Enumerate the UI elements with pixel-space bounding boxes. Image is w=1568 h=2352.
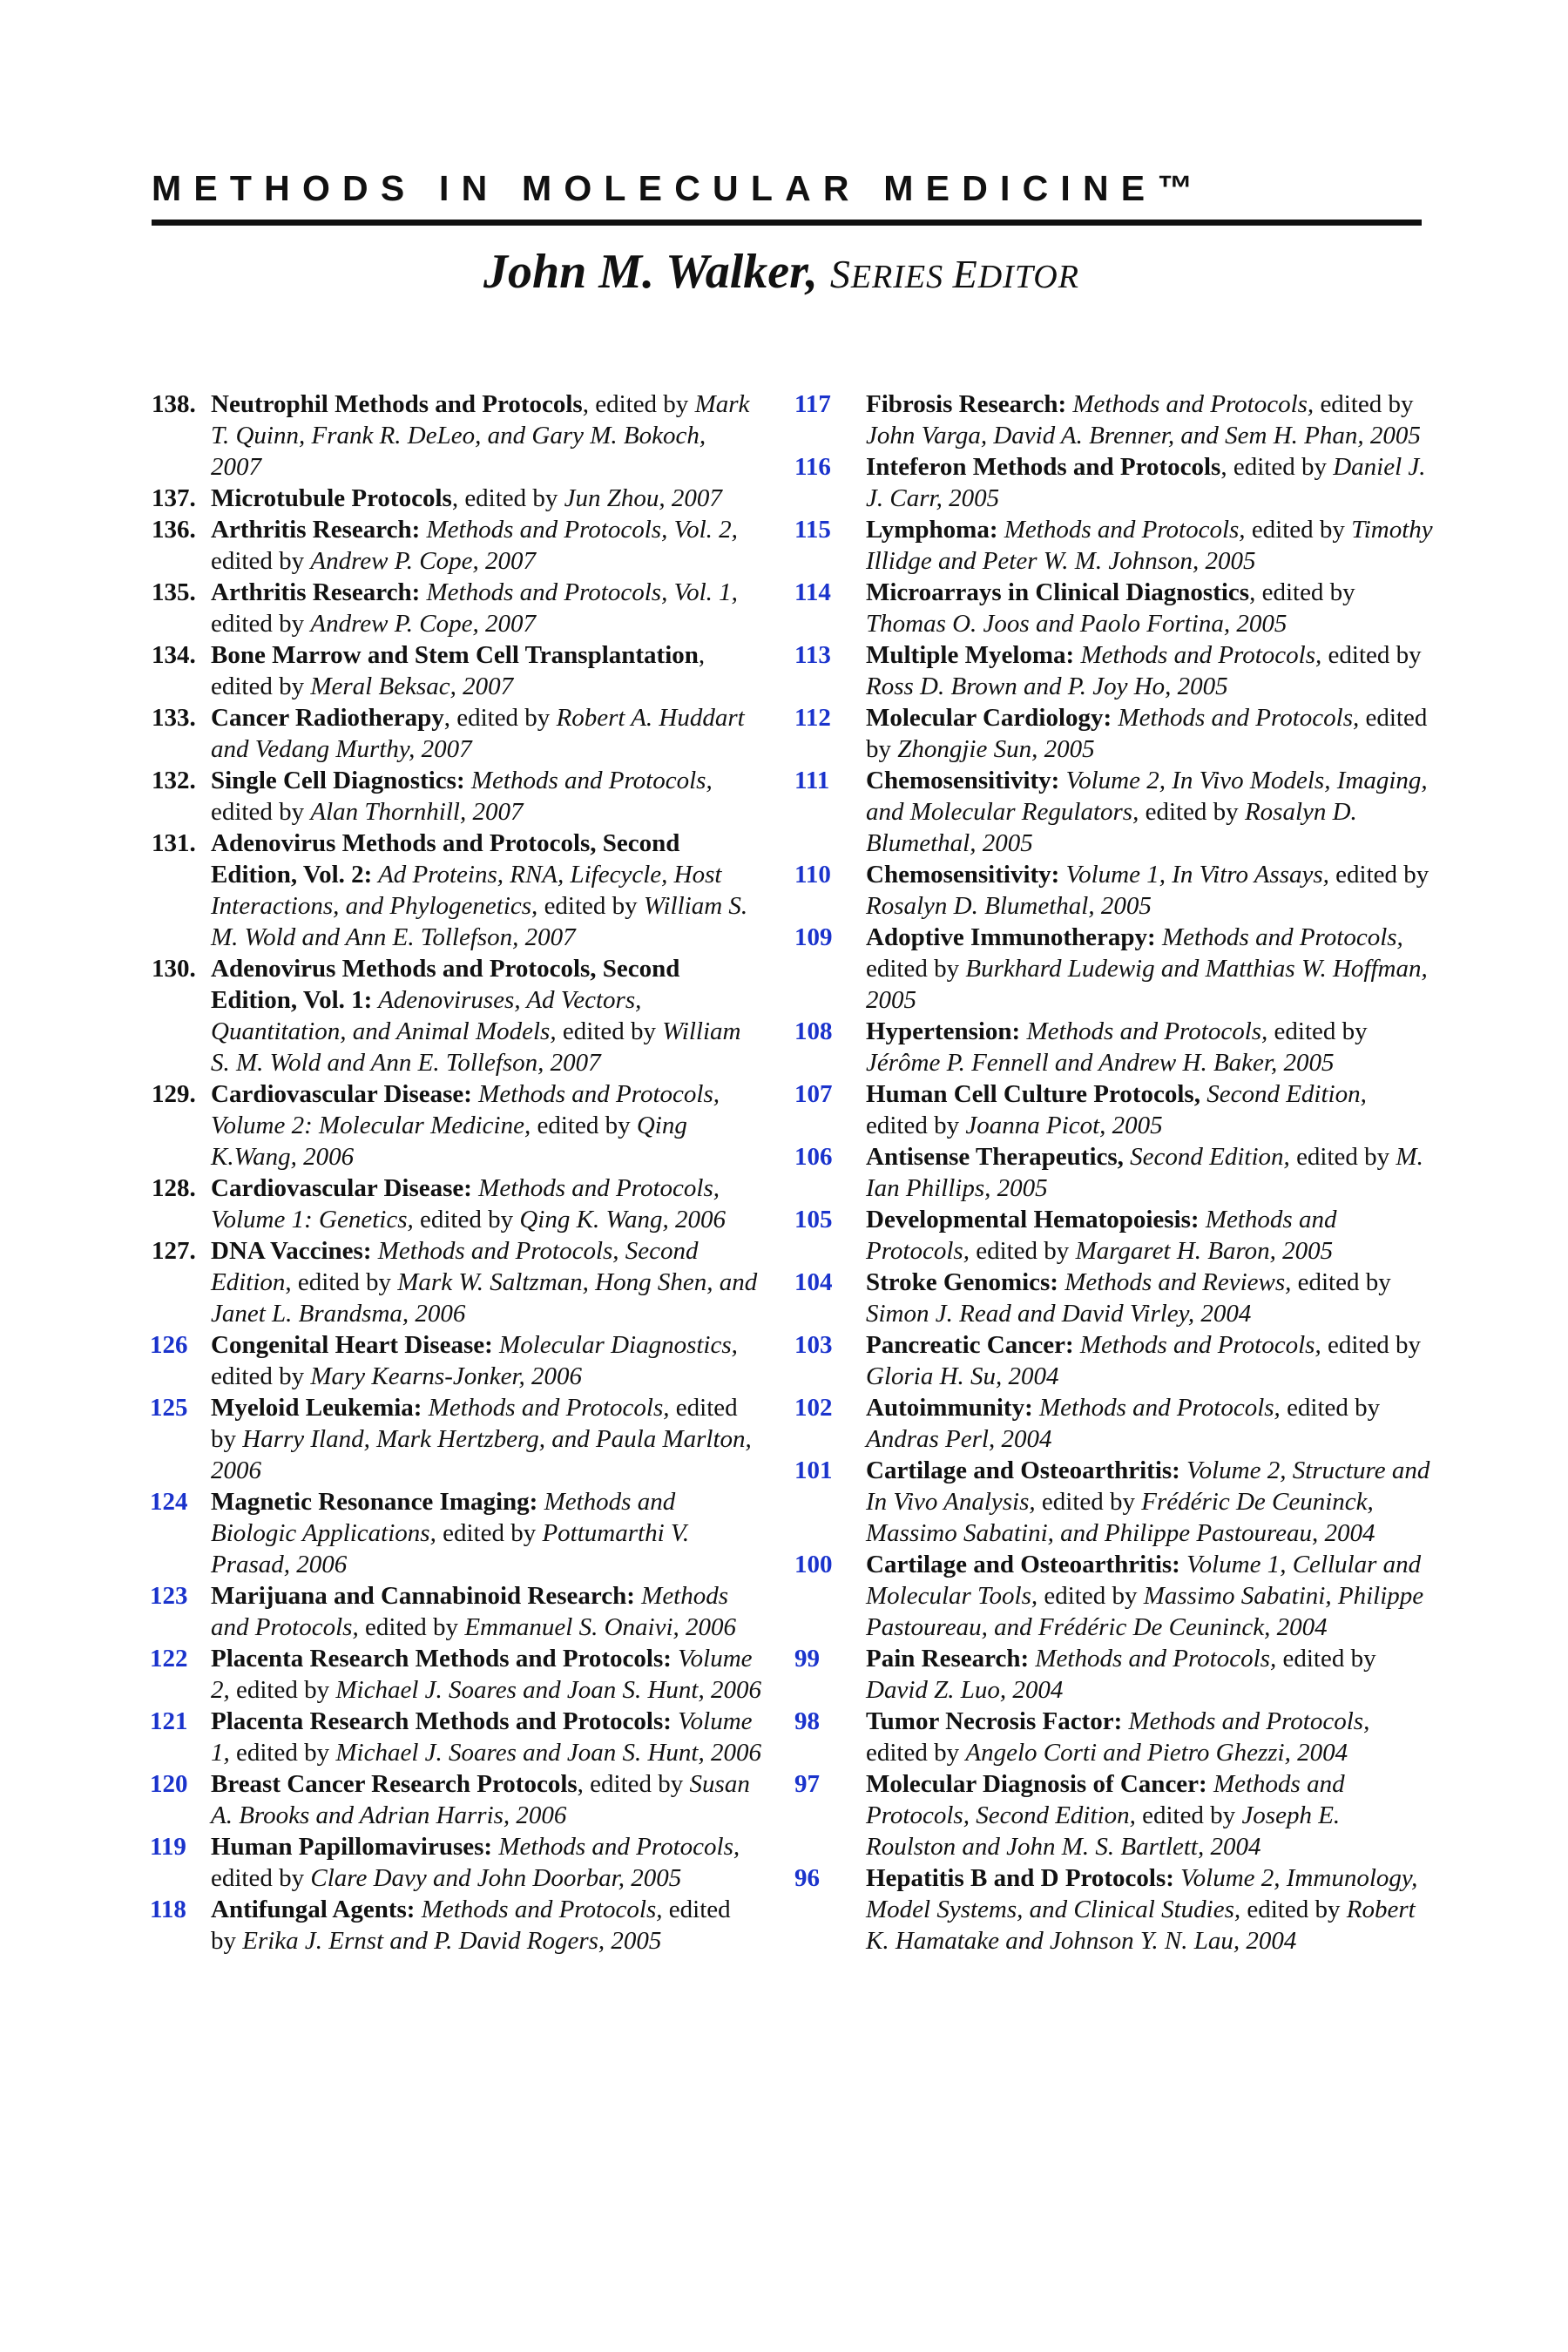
- volume-number: 134.: [152, 641, 196, 669]
- book-entry: [152, 765, 761, 828]
- book-editors: Meral Beksac, 2007: [310, 672, 514, 700]
- book-title: Arthritis Research:: [211, 578, 421, 606]
- book-editors: Andras Perl, 2004: [866, 1425, 1052, 1453]
- book-editors: Thomas O. Joos and Paolo Fortina, 2005: [866, 610, 1288, 638]
- edited-by-text: edited by: [413, 1206, 520, 1233]
- book-editors: Angelo Corti and Pietro Ghezzi, 2004: [965, 1739, 1348, 1767]
- book-entry: [152, 483, 761, 514]
- edited-by-text: edited by: [211, 547, 311, 575]
- book-editors: Susan A. Brooks and Adrian Harris, 2006: [211, 1770, 750, 1829]
- volume-number: 138.: [152, 390, 196, 418]
- book-entry: [152, 577, 761, 639]
- book-subtitle: Methods and Protocols,: [1032, 1394, 1281, 1422]
- book-editors: Robert K. Hamatake and Johnson Y. N. Lau, 2004: [866, 1896, 1416, 1955]
- book-title: Single Cell Diagnostics:: [211, 767, 465, 794]
- book-entry: [794, 451, 1434, 514]
- edited-by-text: , edited by: [443, 704, 557, 732]
- edited-by-text: edited by: [1037, 1582, 1144, 1610]
- edited-by-text: edited by: [229, 1739, 336, 1767]
- edited-by-text: edited by: [531, 1112, 637, 1139]
- volume-number[interactable]: 124: [150, 1488, 188, 1516]
- volume-number: 136.: [152, 516, 196, 544]
- edited-by-text: , edited by: [1249, 578, 1355, 606]
- book-entry: [152, 389, 761, 483]
- edited-by-text: edited by: [1314, 390, 1414, 418]
- book-entry: [152, 1768, 761, 1831]
- book-entry: [794, 1392, 1434, 1455]
- right-column: [794, 389, 1434, 1957]
- book-editors: Qing K.Wang, 2006: [211, 1112, 687, 1171]
- book-title: Molecular Diagnosis of Cancer:: [866, 1770, 1207, 1798]
- book-title: Pain Research:: [866, 1645, 1030, 1673]
- book-entry: [794, 1329, 1434, 1392]
- edited-by-text: , edited by: [451, 484, 564, 512]
- book-entry: [152, 1580, 761, 1643]
- book-entry: [794, 1267, 1434, 1329]
- volume-number[interactable]: 121: [150, 1707, 188, 1735]
- edited-by-text: , edited by: [1220, 453, 1334, 481]
- book-title: Microtubule Protocols: [211, 484, 452, 512]
- edited-by-text: , edited by: [577, 1770, 690, 1798]
- book-editors: Mark W. Saltzman, Hong Shen, and Janet L. Brandsma, 2006: [211, 1268, 758, 1328]
- book-subtitle: Methods and Protocols, Vol. 2,: [420, 516, 738, 544]
- book-subtitle: Methods and Protocols, Volume 1: Genetics,: [211, 1174, 720, 1233]
- book-entry: [794, 514, 1434, 577]
- book-subtitle: Second Edition,: [1200, 1080, 1367, 1108]
- book-editors: Clare Davy and John Doorbar, 2005: [310, 1864, 682, 1892]
- book-subtitle: Methods and Protocols,: [1066, 390, 1315, 418]
- book-title: Congenital Heart Disease:: [211, 1331, 493, 1359]
- book-title: Developmental Hematopoiesis:: [866, 1206, 1200, 1233]
- book-title: Cardiovascular Disease:: [211, 1174, 472, 1202]
- book-editors: Mark T. Quinn, Frank R. DeLeo, and Gary M. Bokoch, 2007: [211, 390, 750, 481]
- edited-by-text: , edited by: [211, 641, 706, 700]
- edited-by-text: edited by: [1135, 1801, 1242, 1829]
- book-editors: M. Ian Phillips, 2005: [866, 1143, 1423, 1202]
- book-editors: Frédéric De Ceuninck, Massimo Sabatini, and Philippe Pastoureau, 2004: [866, 1488, 1375, 1547]
- volume-number[interactable]: 111: [794, 767, 830, 794]
- book-title: Tumor Necrosis Factor:: [866, 1707, 1123, 1735]
- edited-by-text: edited by: [537, 892, 644, 920]
- book-entry: [152, 639, 761, 702]
- edited-by-text: edited by: [969, 1237, 1076, 1265]
- book-entry: [794, 1549, 1434, 1643]
- book-subtitle: Methods and Reviews,: [1058, 1268, 1292, 1296]
- editor-role: SERIES EDITOR: [829, 252, 1079, 296]
- book-title: Bone Marrow and Stem Cell Transplantation: [211, 641, 699, 669]
- volume-number[interactable]: 115: [794, 516, 831, 544]
- book-entry: [152, 1235, 761, 1329]
- volume-number[interactable]: 126: [150, 1331, 188, 1359]
- book-title: Breast Cancer Research Protocols: [211, 1770, 578, 1798]
- volume-number[interactable]: 102: [794, 1394, 833, 1422]
- volume-number: 128.: [152, 1174, 196, 1202]
- edited-by-text: edited by: [1321, 641, 1422, 669]
- book-title: Molecular Cardiology:: [866, 704, 1112, 732]
- book-entry: [152, 1486, 761, 1580]
- book-subtitle: Methods and Protocols, Volume 2: Molecular Medicine,: [211, 1080, 720, 1139]
- book-title: Antisense Therapeutics,: [866, 1143, 1124, 1171]
- edited-by-text: edited by: [1289, 1143, 1396, 1171]
- left-column: [152, 389, 761, 1957]
- book-title: Adoptive Immunotherapy:: [866, 923, 1156, 951]
- book-subtitle: Methods and Protocols, Vol. 1,: [420, 578, 738, 606]
- volume-number[interactable]: 108: [794, 1017, 833, 1045]
- book-editors: Rosalyn D. Blumethal, 2005: [866, 892, 1152, 920]
- book-subtitle: Methods and Protocols,: [1073, 1331, 1321, 1359]
- book-title: Marijuana and Cannabinoid Research:: [211, 1582, 635, 1610]
- book-entry: [794, 577, 1434, 639]
- edited-by-text: edited by: [211, 610, 311, 638]
- book-editors: Qing K. Wang, 2006: [519, 1206, 726, 1233]
- book-title: Lymphoma:: [866, 516, 998, 544]
- volume-number: 135.: [152, 578, 196, 606]
- edited-by-text: edited by: [1245, 516, 1352, 544]
- book-editors: Massimo Sabatini, Philippe Pastoureau, and Frédéric De Ceuninck, 2004: [866, 1582, 1424, 1641]
- book-entry: [794, 859, 1434, 922]
- volume-number[interactable]: 101: [794, 1456, 833, 1484]
- book-title: Chemosensitivity:: [866, 767, 1060, 794]
- book-title: Myeloid Leukemia:: [211, 1394, 422, 1422]
- book-editors: Joseph E. Roulston and John M. S. Bartlett, 2004: [866, 1801, 1341, 1861]
- book-title: Pancreatic Cancer:: [866, 1331, 1074, 1359]
- book-editors: Simon J. Read and David Virley, 2004: [866, 1300, 1252, 1328]
- volume-number[interactable]: 114: [794, 578, 831, 606]
- book-subtitle: Methods and Protocols,: [1020, 1017, 1268, 1045]
- volume-number: 137.: [152, 484, 196, 512]
- book-entry: [794, 639, 1434, 702]
- book-subtitle: Volume 2, In Vivo Models, Imaging, and Molecular Regulators,: [866, 767, 1428, 826]
- volume-number: 132.: [152, 767, 196, 794]
- book-subtitle: Methods and Protocols,: [464, 767, 713, 794]
- volume-number[interactable]: 110: [794, 861, 831, 889]
- book-subtitle: Methods and Protocols,: [1122, 1707, 1370, 1735]
- book-editors: Andrew P. Cope, 2007: [310, 610, 536, 638]
- book-title: Microarrays in Clinical Diagnostics: [866, 578, 1250, 606]
- book-entry: [152, 828, 761, 953]
- book-title: Placenta Research Methods and Protocols:: [211, 1645, 672, 1673]
- editor-name: John M. Walker,: [483, 245, 818, 299]
- book-entry: [152, 1894, 761, 1957]
- book-title: Chemosensitivity:: [866, 861, 1060, 889]
- edited-by-text: edited by: [1328, 861, 1429, 889]
- book-title: Cardiovascular Disease:: [211, 1080, 472, 1108]
- book-subtitle: Methods and Protocols, Second Edition: [211, 1237, 699, 1296]
- book-editors: Rosalyn D. Blumethal, 2005: [866, 798, 1357, 857]
- book-title: Human Cell Culture Protocols,: [866, 1080, 1200, 1108]
- edited-by-text: edited by: [1267, 1017, 1368, 1045]
- book-subtitle: Methods and Protocols,: [1029, 1645, 1277, 1673]
- book-entry: [794, 389, 1434, 451]
- volume-number[interactable]: 100: [794, 1551, 833, 1578]
- volume-number[interactable]: 105: [794, 1206, 833, 1233]
- book-editors: Pottumarthi V. Prasad, 2006: [211, 1519, 690, 1578]
- book-subtitle: Methods and Protocols,: [866, 1206, 1337, 1265]
- book-title: Magnetic Resonance Imaging:: [211, 1488, 538, 1516]
- book-subtitle: Second Edition,: [1123, 1143, 1290, 1171]
- book-editors: Burkhard Ludewig and Matthias W. Hoffman, 2005: [866, 955, 1428, 1014]
- book-entry: [152, 514, 761, 577]
- edited-by-text: edited by: [211, 1896, 731, 1955]
- edited-by-text: edited by: [1280, 1394, 1381, 1422]
- book-entry: [152, 1643, 761, 1706]
- volume-number: 130.: [152, 955, 196, 983]
- edited-by-text: edited by: [556, 1017, 663, 1045]
- book-entry: [794, 1016, 1434, 1078]
- volume-number: 127.: [152, 1237, 196, 1265]
- book-title: Human Papillomaviruses:: [211, 1833, 493, 1861]
- book-subtitle: Methods and Protocols,: [211, 1582, 729, 1641]
- edited-by-text: edited by: [211, 798, 311, 826]
- book-editors: Alan Thornhill, 2007: [310, 798, 524, 826]
- edited-by-text: edited by: [1035, 1488, 1142, 1516]
- book-subtitle: Methods and Protocols,: [1155, 923, 1403, 951]
- book-subtitle: Ad Proteins, RNA, Lifecycle, Host Interactions, and Phylogenetics,: [211, 861, 722, 920]
- series-title: METHODS IN MOLECULAR MEDICINE™: [152, 168, 1206, 208]
- book-editors: Andrew P. Cope, 2007: [310, 547, 536, 575]
- book-entry: [152, 1329, 761, 1392]
- book-title: Cancer Radiotherapy: [211, 704, 444, 732]
- book-editors: William S. M. Wold and Ann E. Tollefson, 2007: [211, 892, 748, 951]
- book-title: Cartilage and Osteoarthritis:: [866, 1456, 1180, 1484]
- book-title: Stroke Genomics:: [866, 1268, 1058, 1296]
- edited-by-text: , edited by: [582, 390, 695, 418]
- book-editors: Erika J. Ernst and P. David Rogers, 2005: [242, 1927, 662, 1955]
- edited-by-text: edited by: [1240, 1896, 1347, 1923]
- book-editors: Joanna Picot, 2005: [965, 1112, 1163, 1139]
- volume-number[interactable]: 112: [794, 704, 831, 732]
- book-entry: [794, 1706, 1434, 1768]
- book-editors: Michael J. Soares and Joan S. Hunt, 2006: [335, 1676, 761, 1704]
- volume-number: 133.: [152, 704, 196, 732]
- volume-number[interactable]: 104: [794, 1268, 833, 1296]
- edited-by-text: , edited by: [285, 1268, 398, 1296]
- book-editors: Jun Zhou, 2007: [564, 484, 722, 512]
- book-title: Fibrosis Research:: [866, 390, 1067, 418]
- book-editors: Michael J. Soares and Joan S. Hunt, 2006: [335, 1739, 761, 1767]
- edited-by-text: edited by: [436, 1519, 543, 1547]
- book-subtitle: Volume 2, Structure and In Vivo Analysis,: [866, 1456, 1430, 1516]
- book-editors: William S. M. Wold and Ann E. Tollefson, 2007: [211, 1017, 741, 1077]
- book-entry: [152, 953, 761, 1078]
- book-title: Placenta Research Methods and Protocols:: [211, 1707, 672, 1735]
- volume-number[interactable]: 99: [794, 1645, 820, 1673]
- book-subtitle: Methods and Protocols,: [492, 1833, 740, 1861]
- volume-number[interactable]: 113: [794, 641, 831, 669]
- volume-number[interactable]: 98: [794, 1707, 820, 1735]
- book-entry: [794, 1078, 1434, 1141]
- volume-number[interactable]: 122: [150, 1645, 188, 1673]
- book-editors: Timothy Illidge and Peter W. M. Johnson, 2005: [866, 516, 1433, 575]
- book-title: Hepatitis B and D Protocols:: [866, 1864, 1174, 1892]
- book-subtitle: Methods and Protocols,: [997, 516, 1246, 544]
- book-entry: [794, 1204, 1434, 1267]
- book-editors: Ross D. Brown and P. Joy Ho, 2005: [866, 672, 1228, 700]
- book-subtitle: Methods and Protocols,: [422, 1394, 670, 1422]
- volume-number[interactable]: 119: [150, 1833, 186, 1861]
- edited-by-text: edited by: [1139, 798, 1245, 826]
- book-entry: [152, 1078, 761, 1173]
- book-editors: Harry Iland, Mark Hertzberg, and Paula Marlton, 2006: [211, 1425, 752, 1484]
- book-title: Cartilage and Osteoarthritis:: [866, 1551, 1180, 1578]
- book-subtitle: Methods and Protocols,: [1074, 641, 1322, 669]
- book-entry: [794, 1141, 1434, 1204]
- volume-number[interactable]: 103: [794, 1331, 833, 1359]
- book-editors: Daniel J. J. Carr, 2005: [866, 453, 1426, 512]
- volume-number[interactable]: 106: [794, 1143, 833, 1171]
- volume-number: 131.: [152, 829, 196, 857]
- edited-by-text: edited by: [211, 1394, 738, 1453]
- book-entry: [152, 1706, 761, 1768]
- edited-by-text: edited by: [866, 704, 1428, 763]
- book-title: Hypertension:: [866, 1017, 1021, 1045]
- book-editors: Gloria H. Su, 2004: [866, 1362, 1059, 1390]
- book-title: Adenovirus Methods and Protocols, Second Edition, Vol. 1:: [211, 955, 680, 1014]
- book-subtitle: Methods and Protocols,: [1112, 704, 1360, 732]
- book-title: Inteferon Methods and Protocols: [866, 453, 1221, 481]
- book-title: Arthritis Research:: [211, 516, 421, 544]
- book-subtitle: Adenoviruses, Ad Vectors, Quantitation, and Animal Models,: [211, 986, 642, 1045]
- header-rule: [152, 220, 1422, 226]
- book-subtitle: Volume 1, In Vitro Assays,: [1059, 861, 1329, 889]
- book-subtitle: Methods and Protocols, Second Edition,: [866, 1770, 1345, 1829]
- volume-number[interactable]: 97: [794, 1770, 820, 1798]
- book-entry: [152, 1392, 761, 1486]
- book-entry: [794, 702, 1434, 765]
- book-title: DNA Vaccines:: [211, 1237, 372, 1265]
- book-subtitle: Volume 1,: [211, 1707, 753, 1767]
- book-entry: [152, 1831, 761, 1894]
- book-editors: Mary Kearns-Jonker, 2006: [310, 1362, 583, 1390]
- book-editors: Emmanuel S. Onaivi, 2006: [464, 1613, 737, 1641]
- edited-by-text: edited by: [1291, 1268, 1391, 1296]
- book-title: Multiple Myeloma:: [866, 641, 1075, 669]
- book-entry: [794, 1768, 1434, 1862]
- book-title: Antifungal Agents:: [211, 1896, 416, 1923]
- book-entry: [794, 765, 1434, 859]
- book-editors: Jérôme P. Fennell and Andrew H. Baker, 2005: [866, 1049, 1335, 1077]
- book-subtitle: Volume 2,: [211, 1645, 753, 1704]
- edited-by-text: edited by: [1276, 1645, 1376, 1673]
- edited-by-text: edited by: [211, 1864, 311, 1892]
- edited-by-text: edited by: [866, 955, 966, 983]
- book-editors: David Z. Luo, 2004: [866, 1676, 1064, 1704]
- book-subtitle: Molecular Diagnostics,: [492, 1331, 738, 1359]
- volume-number[interactable]: 109: [794, 923, 833, 951]
- book-entry: [794, 1455, 1434, 1549]
- volume-number[interactable]: 107: [794, 1080, 833, 1108]
- book-editors: John Varga, David A. Brenner, and Sem H. Phan, 2005: [866, 422, 1421, 449]
- book-subtitle: Volume 1, Cellular and Molecular Tools,: [866, 1551, 1422, 1610]
- edited-by-text: edited by: [358, 1613, 465, 1641]
- volume-number[interactable]: 123: [150, 1582, 188, 1610]
- book-title: Neutrophil Methods and Protocols: [211, 390, 583, 418]
- book-subtitle: Methods and Protocols,: [415, 1896, 663, 1923]
- book-title: Adenovirus Methods and Protocols, Second Edition, Vol. 2:: [211, 829, 680, 889]
- book-editors: Robert A. Huddart and Vedang Murthy, 2007: [211, 704, 745, 763]
- volume-number[interactable]: 120: [150, 1770, 188, 1798]
- series-editor: [483, 244, 1442, 305]
- edited-by-text: edited by: [866, 1739, 966, 1767]
- book-entry: [794, 1643, 1434, 1706]
- book-subtitle: Volume 2, Immunology, Model Systems, and Clinical Studies,: [866, 1864, 1418, 1923]
- volume-number: 129.: [152, 1080, 196, 1108]
- book-title: Autoimmunity:: [866, 1394, 1033, 1422]
- book-entry: [794, 1862, 1434, 1957]
- book-entry: [794, 922, 1434, 1016]
- volume-number[interactable]: 118: [150, 1896, 186, 1923]
- edited-by-text: edited by: [229, 1676, 336, 1704]
- volume-number[interactable]: 96: [794, 1864, 820, 1892]
- book-subtitle: Methods and Biologic Applications,: [211, 1488, 676, 1547]
- edited-by-text: edited by: [1321, 1331, 1422, 1359]
- edited-by-text: edited by: [211, 1362, 311, 1390]
- volume-number[interactable]: 116: [794, 453, 831, 481]
- edited-by-text: edited by: [866, 1112, 966, 1139]
- book-editors: Margaret H. Baron, 2005: [1075, 1237, 1334, 1265]
- volume-number[interactable]: 125: [150, 1394, 188, 1422]
- volume-number[interactable]: 117: [794, 390, 831, 418]
- book-entry: [152, 1173, 761, 1235]
- book-entry: [152, 702, 761, 765]
- book-editors: Zhongjie Sun, 2005: [897, 735, 1095, 763]
